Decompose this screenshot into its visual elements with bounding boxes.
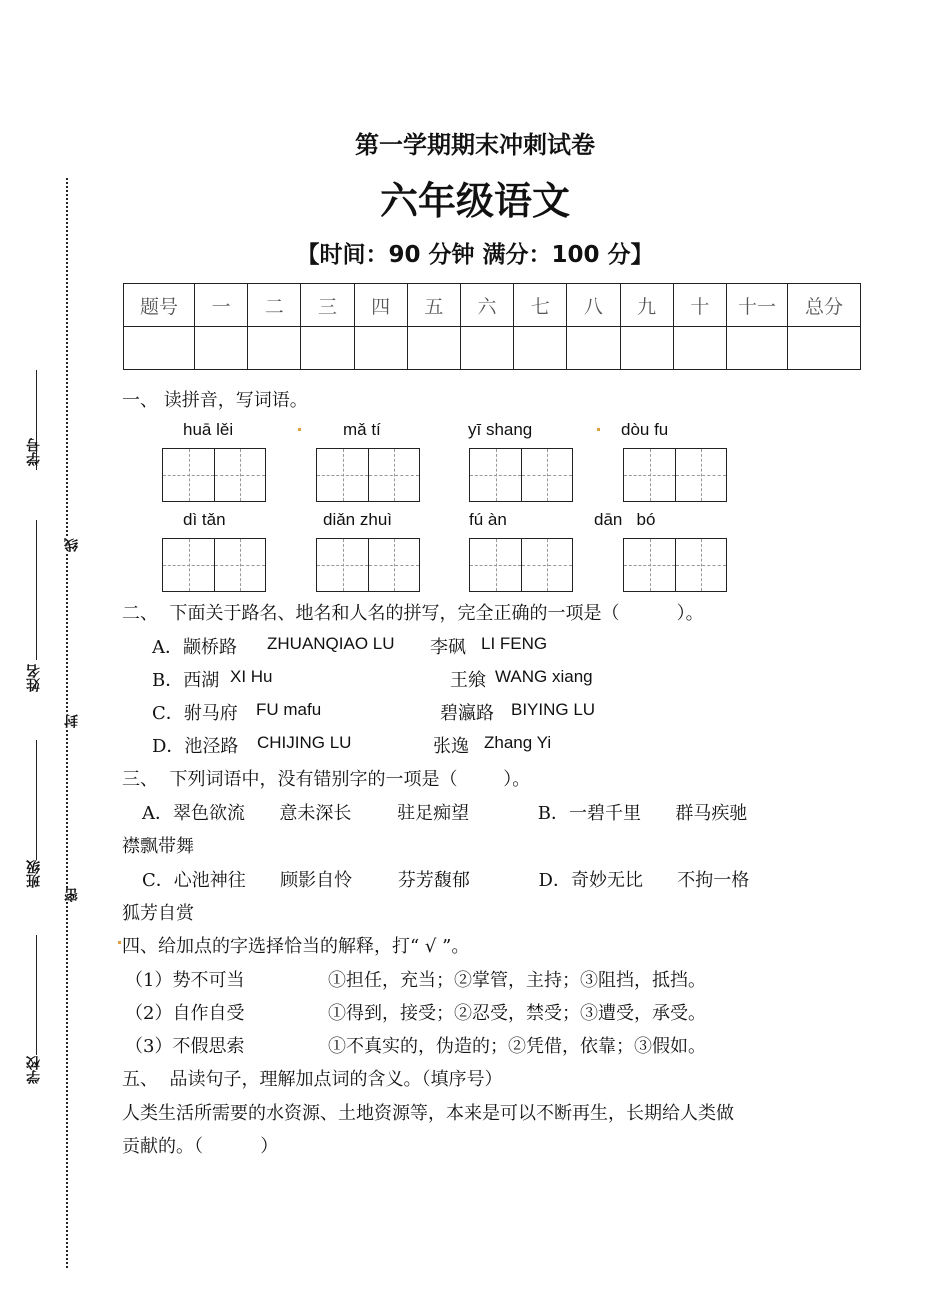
q2-option-b-right: 王飨 <box>450 670 486 691</box>
q4-term: （2）自作自受 <box>125 1003 245 1024</box>
writing-grid[interactable] <box>316 538 420 592</box>
exam-info: 【时间：90 分钟 满分：100 分】 <box>296 242 654 268</box>
pinyin-label: fú àn <box>469 510 507 529</box>
q4-meanings: ①担任，充当；②掌管，主持；③阻挡，抵挡。 <box>328 970 706 991</box>
score-header-cell: 三 <box>301 284 354 327</box>
writing-grid[interactable] <box>469 538 573 592</box>
q2-option-c-right-pinyin: BIYING LU <box>511 700 596 719</box>
q2-option-b-right-pinyin: WANG xiang <box>495 667 593 686</box>
q3-options-cd-wrap: 狐芳自赏 <box>122 903 194 924</box>
score-entry-cell[interactable] <box>248 327 301 370</box>
school-blank <box>36 935 37 1055</box>
q5-sentence: 人类生活所需要的水资源、土地资源等，本来是可以不断再生，长期给人类做 <box>122 1103 734 1124</box>
score-header-row <box>124 284 861 327</box>
score-header-cell: 总分 <box>788 284 861 327</box>
writing-grid[interactable] <box>162 448 266 502</box>
q3-options-cd: C．心池神往 顾影自怜 芬芳馥郁 D．奇妙无比 不拘一格 <box>142 870 750 891</box>
score-header-cell: 五 <box>407 284 460 327</box>
label-student-id: 学号 <box>26 438 42 466</box>
decor-dot <box>118 941 121 944</box>
score-entry-row <box>124 327 861 370</box>
score-header-cell: 二 <box>248 284 301 327</box>
q4-meanings: ①得到，接受；②忍受，禁受；③遭受，承受。 <box>328 1003 706 1024</box>
q2-option-c-left: C．驸马府 <box>152 703 238 724</box>
cut-word-seal: 封 <box>64 714 80 728</box>
q1-heading: 一、 读拼音，写词语。 <box>122 390 308 411</box>
writing-grid[interactable] <box>623 538 727 592</box>
score-header-cell: 题号 <box>124 284 195 327</box>
score-header-cell: 九 <box>620 284 673 327</box>
class-blank <box>36 740 37 860</box>
label-school: 学校 <box>26 1056 42 1084</box>
q4-term: （1）势不可当 <box>125 970 245 991</box>
pinyin-label: diǎn zhuì <box>323 510 392 529</box>
score-header-cell: 六 <box>460 284 513 327</box>
score-entry-cell[interactable] <box>673 327 726 370</box>
pinyin-label: yī shang <box>468 420 533 439</box>
cut-word-line: 线 <box>64 538 80 552</box>
q5-heading: 五、 品读句子，理解加点词的含义。（填序号） <box>122 1069 503 1090</box>
q2-option-d-left-pinyin: CHIJING LU <box>257 733 352 752</box>
exam-subtitle: 第一学期期末冲刺试卷 <box>355 131 595 159</box>
pinyin-label: mǎ tí <box>343 420 381 439</box>
q4-term: （3）不假思索 <box>125 1036 245 1057</box>
label-class: 班级 <box>26 860 42 888</box>
q2-option-c-right: 碧瀛路 <box>440 703 494 724</box>
pinyin-label: dì tǎn <box>183 510 226 529</box>
q2-option-a-right: 李砜 <box>430 637 466 658</box>
q3-options-ab: A．翠色欲流 意未深长 驻足痴望 B．一碧千里 群马疾驰 <box>142 803 748 824</box>
pinyin-label: dān bó <box>594 510 656 529</box>
q2-option-a-left-pinyin: ZHUANQIAO LU <box>267 634 395 653</box>
score-entry-cell[interactable] <box>620 327 673 370</box>
writing-grid[interactable] <box>316 448 420 502</box>
score-header-cell: 八 <box>567 284 620 327</box>
q3-options-ab-wrap: 襟飘带舞 <box>122 836 194 857</box>
score-header-cell: 十一 <box>727 284 788 327</box>
score-entry-cell[interactable] <box>301 327 354 370</box>
q4-heading: 四、给加点的字选择恰当的解释，打“ √ ”。 <box>122 936 470 957</box>
q2-option-a-right-pinyin: LI FENG <box>481 634 548 653</box>
score-entry-cell[interactable] <box>460 327 513 370</box>
score-entry-cell[interactable] <box>514 327 567 370</box>
decor-dot <box>597 428 600 431</box>
q2-heading: 二、 下面关于路名、地名和人名的拼写，完全正确的一项是（ ）。 <box>122 603 704 624</box>
q2-option-b-left-pinyin: XI Hu <box>230 667 273 686</box>
q4-meanings: ①不真实的，伪造的；②凭借，依靠；③假如。 <box>328 1036 706 1057</box>
q2-option-d-right-pinyin: Zhang Yi <box>484 733 552 752</box>
score-entry-cell[interactable] <box>567 327 620 370</box>
exam-title: 六年级语文 <box>379 179 570 223</box>
q2-option-d-left: D．池泾路 <box>152 736 239 757</box>
writing-grid[interactable] <box>623 448 727 502</box>
name-blank <box>36 520 37 660</box>
score-entry-cell[interactable] <box>727 327 788 370</box>
q3-heading: 三、 下列词语中，没有错别字的一项是（ ）。 <box>122 769 531 790</box>
cut-word-secret: 密 <box>64 888 80 902</box>
decor-dot <box>298 428 301 431</box>
score-entry-cell[interactable] <box>407 327 460 370</box>
pinyin-label: huā lěi <box>183 420 234 439</box>
pinyin-label: dòu fu <box>621 420 669 439</box>
q2-option-b-left: B．西湖 <box>152 670 220 691</box>
score-entry-cell[interactable] <box>124 327 195 370</box>
label-name: 姓名 <box>26 664 42 692</box>
score-header-cell: 一 <box>195 284 248 327</box>
score-header-cell: 十 <box>673 284 726 327</box>
score-entry-cell[interactable] <box>195 327 248 370</box>
q2-option-d-right: 张逸 <box>433 736 469 757</box>
score-entry-cell[interactable] <box>354 327 407 370</box>
score-header-cell: 七 <box>514 284 567 327</box>
writing-grid[interactable] <box>162 538 266 592</box>
q2-option-c-left-pinyin: FU mafu <box>256 700 322 719</box>
score-entry-cell[interactable] <box>788 327 861 370</box>
score-table <box>123 283 861 370</box>
writing-grid[interactable] <box>469 448 573 502</box>
q2-option-a-left: A．颛桥路 <box>152 637 237 658</box>
score-header-cell: 四 <box>354 284 407 327</box>
q5-sentence-wrap: 贡献的。（ ） <box>122 1136 279 1157</box>
